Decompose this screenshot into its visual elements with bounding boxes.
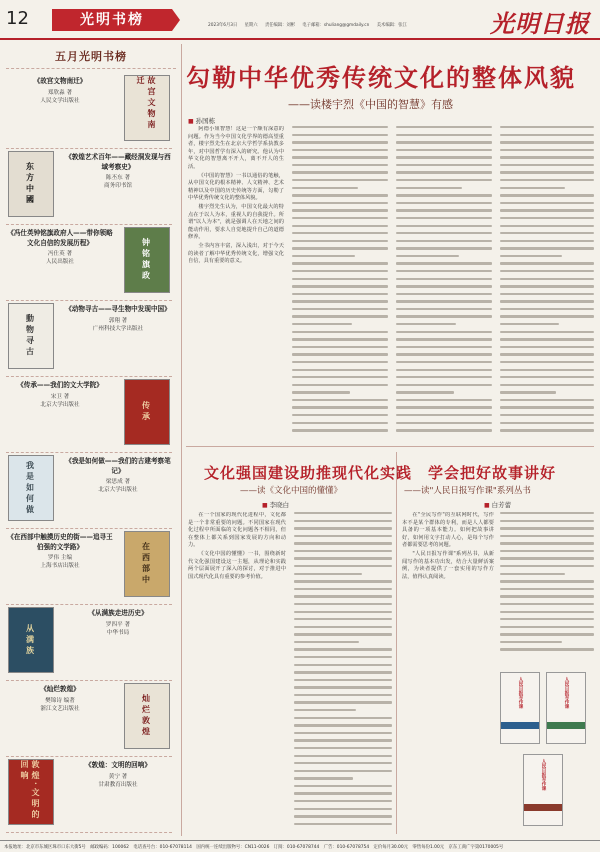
book-author: 黄宁 著 — [108, 773, 128, 780]
article1-author: ■ 孙国栋 — [188, 116, 215, 125]
text-line — [294, 701, 392, 703]
text-line — [396, 202, 492, 204]
text-line — [396, 315, 492, 317]
text-line — [500, 618, 594, 620]
text-line — [294, 679, 392, 681]
text-line — [294, 550, 392, 552]
text-line — [294, 648, 392, 650]
text-line — [396, 126, 492, 128]
book-publisher: 上海书店出版社 — [40, 563, 80, 570]
text-line — [396, 293, 492, 295]
book-author: 冯仕英 著 — [47, 251, 73, 258]
book-cover: 故宫文物南迁 — [124, 75, 170, 141]
text-line — [500, 633, 594, 635]
text-line — [292, 149, 388, 151]
text-line — [500, 595, 594, 597]
text-line — [396, 384, 492, 386]
text-line — [500, 270, 594, 272]
text-line — [500, 429, 594, 431]
page-header — [0, 0, 600, 40]
text-line — [292, 338, 388, 340]
text-line — [396, 369, 492, 371]
text-line — [294, 785, 392, 787]
text-line — [294, 641, 359, 643]
text-line — [500, 550, 594, 552]
text-line — [292, 353, 388, 355]
book-item — [6, 301, 176, 373]
text-line — [294, 747, 392, 749]
text-line — [294, 656, 392, 658]
text-line — [500, 164, 594, 166]
text-line — [294, 595, 392, 597]
text-line — [294, 512, 392, 514]
text-line — [396, 331, 492, 333]
text-line — [500, 156, 594, 158]
section-title: 光明书榜 — [52, 9, 172, 31]
text-line — [500, 285, 594, 287]
text-line — [396, 414, 492, 416]
text-line — [292, 270, 388, 272]
text-line — [294, 724, 392, 726]
text-line — [500, 232, 594, 234]
text-line — [500, 308, 594, 310]
text-line — [396, 171, 492, 173]
article3-subtitle: ——读"人民日报写作课"系列丛书 — [404, 486, 531, 496]
text-line — [292, 414, 388, 416]
book-title: 《我是如何做——我们的古建考察笔记》 — [65, 457, 171, 475]
book-cover: 传承 — [124, 379, 170, 445]
book-author: 罗四平 著 — [105, 621, 131, 628]
text-line — [500, 315, 594, 317]
text-line — [292, 262, 388, 264]
text-line — [500, 209, 594, 211]
text-line — [292, 315, 388, 317]
article2-col2 — [294, 512, 392, 834]
article2-author: ■ 李晓白 — [262, 500, 289, 509]
text-line — [500, 626, 594, 628]
text-line — [294, 709, 356, 711]
text-line — [294, 565, 392, 567]
article3-col1: 在"全民写作"的互联网时代，写作本不是某个群体的专利，而是人人都要具备的一项基本能力。如何把故事讲好，如何用文字打动人心，是每个写作者都需要思考的问题。 "人民日报写作课"系列丛书，从新闻写作的基本功出发，结合大量鲜活案例，为读者提供了一套实用的写作方法，值得认真阅读。 — [402, 512, 494, 580]
text-line — [500, 300, 594, 302]
text-line — [500, 611, 594, 613]
text-line — [500, 141, 594, 143]
text-line — [294, 762, 392, 764]
book-cover: 钟铭旗政 — [124, 227, 170, 293]
text-line — [500, 648, 594, 650]
text-line — [500, 603, 594, 605]
text-line — [396, 141, 492, 143]
text-line — [294, 573, 362, 575]
text-line — [396, 285, 492, 287]
text-line — [292, 141, 388, 143]
text-line — [294, 527, 392, 529]
weekday: 星期六 — [244, 23, 258, 28]
book-author: 梁思成 著 — [105, 479, 131, 486]
text-line — [396, 422, 492, 424]
text-line — [396, 399, 492, 401]
book-title: 《动物寻古——寻生物中发现中国》 — [65, 305, 171, 313]
text-line — [396, 338, 492, 340]
book-publisher: 人民文学出版社 — [40, 97, 80, 104]
text-line — [500, 247, 594, 249]
text-line — [500, 520, 594, 522]
text-line — [396, 300, 492, 302]
text-line — [500, 353, 594, 355]
text-line — [294, 800, 392, 802]
text-line — [292, 308, 388, 310]
book-publisher: 中华书局 — [106, 629, 130, 636]
book-title: 《敦煌：文明的回响》 — [85, 761, 151, 769]
text-line — [292, 179, 388, 181]
text-line — [396, 270, 492, 272]
text-line — [294, 542, 392, 544]
text-line — [500, 422, 594, 424]
text-line — [500, 255, 562, 257]
text-line — [294, 671, 392, 673]
text-line — [500, 149, 594, 151]
text-line — [292, 134, 388, 136]
text-line — [396, 240, 492, 242]
text-line — [292, 171, 388, 173]
text-line — [500, 542, 594, 544]
article1-title: 勾勒中华优秀传统文化的整体风貌 — [186, 63, 576, 92]
text-line — [294, 694, 392, 696]
page-footer: 本报地址：北京市东城区珠市口东大街5号 邮政编码：100062 电话查号台：010-67078114 国内统一连续出版物号：CN11-0026 订阅：010-67078744 广告：010-67078754 定价每月30.00元 零售每份1.00元 京东工商广字第0170005号 — [0, 840, 600, 852]
text-line — [292, 361, 388, 363]
text-line — [292, 399, 388, 401]
book-cover: 我是如何做 — [8, 455, 54, 521]
text-line — [396, 134, 492, 136]
text-line — [292, 391, 350, 393]
text-line — [500, 323, 559, 325]
text-line — [292, 217, 388, 219]
article1-col1: 阿德小姐智慧！这是一个颇有深意的问题。作为当今中国文化学界的德高望重者，楼宇烈先生在北京大学哲学系执教多年，对中国哲学有深入的研究。他认为中华文化的智慧离不开人，离不开人的生活。 《中国的智慧》一书以通俗的笔触，从中国文化的根本精神、人文精神、艺术精神以及中国的历史传统等方面，勾勒了中华优秀传统文化的整体风貌。 楼宇烈先生认为，中国文化最大的特点在于以人为本，重视人的自我提升。所谓"以人为本"，就是强调人在天地之间的能动作用，要求人自觉地提升自己的道德修养。 全书内容丰富，深入浅出，对于今天的读者了解中华优秀传统文化，增强文化自信，具有重要的意义。 — [188, 126, 284, 265]
text-line — [500, 179, 594, 181]
text-line — [292, 285, 388, 287]
text-line — [292, 384, 388, 386]
book-item — [6, 377, 176, 449]
text-line — [294, 618, 392, 620]
text-line — [396, 262, 492, 264]
text-line — [294, 664, 392, 666]
book-cover-mini: 人民日报写作课 — [546, 672, 586, 744]
text-line — [500, 414, 594, 416]
article1-col3 — [396, 126, 492, 438]
text-line — [396, 149, 492, 151]
text-line — [396, 278, 492, 280]
book-cover: 在西部中 — [124, 531, 170, 597]
text-line — [294, 603, 392, 605]
text-line — [292, 422, 388, 424]
book-author: 宋卫 著 — [50, 393, 70, 400]
text-line — [500, 293, 594, 295]
text-line — [500, 134, 594, 136]
text-line — [500, 573, 565, 575]
book-publisher: 北京大学出版社 — [98, 487, 138, 494]
text-line — [500, 535, 594, 537]
book-item — [6, 529, 176, 601]
text-line — [294, 823, 392, 825]
text-line — [500, 331, 594, 333]
text-line — [292, 232, 388, 234]
article3-title: 学会把好故事讲好 — [428, 464, 557, 482]
book-publisher: 商务印书馆 — [104, 183, 132, 190]
text-line — [500, 399, 594, 401]
text-line — [292, 323, 352, 325]
text-line — [500, 384, 594, 386]
text-line — [396, 376, 492, 378]
book-cover: 動物寻古 — [8, 303, 54, 369]
book-publisher: 北京大学出版社 — [40, 401, 80, 408]
page-number: 12 — [6, 8, 29, 29]
text-line — [292, 247, 388, 249]
text-line — [396, 187, 462, 189]
header-info — [208, 22, 413, 28]
article2-title: 文化强国建设助推现代化实践 — [204, 464, 413, 482]
text-line — [500, 512, 594, 514]
art-editor: 美术编辑：张江 — [376, 23, 407, 28]
book-item — [6, 225, 176, 297]
text-line — [500, 406, 594, 408]
text-line — [294, 755, 392, 757]
text-line — [396, 247, 492, 249]
text-line — [396, 308, 492, 310]
book-item — [6, 681, 176, 753]
text-line — [396, 323, 456, 325]
text-line — [396, 391, 454, 393]
text-line — [500, 338, 594, 340]
text-line — [500, 262, 594, 264]
book-item — [6, 605, 176, 677]
text-line — [294, 535, 392, 537]
book-author: 陈丕东 著 — [105, 175, 131, 182]
book-author: 樊锦诗 编著 — [45, 697, 75, 704]
book-title: 《冯仕英钟铭旗政府人——带你领略文化自信的发展历程》 — [7, 229, 113, 247]
book-item — [6, 149, 176, 221]
text-line — [500, 641, 562, 643]
text-line — [292, 346, 388, 348]
text-line — [294, 770, 392, 772]
text-line — [294, 557, 392, 559]
text-line — [396, 179, 492, 181]
issue-date: 2023年6月3日 — [208, 23, 238, 28]
text-line — [292, 429, 388, 431]
book-title: 《故宫文物南迁》 — [33, 77, 87, 85]
book-author: 郑欣淼 著 — [47, 89, 73, 96]
text-line — [292, 194, 388, 196]
text-line — [396, 361, 492, 363]
book-publisher: 浙江文艺出版社 — [40, 705, 80, 712]
text-line — [294, 633, 392, 635]
text-line — [292, 278, 388, 280]
text-line — [396, 353, 492, 355]
text-line — [294, 815, 392, 817]
text-line — [294, 611, 392, 613]
text-line — [292, 300, 388, 302]
text-line — [396, 255, 459, 257]
text-line — [500, 171, 594, 173]
text-line — [500, 557, 594, 559]
book-ranking — [6, 44, 176, 836]
text-line — [500, 225, 594, 227]
text-line — [294, 580, 392, 582]
book-title: 《灿烂敦煌》 — [40, 685, 80, 693]
text-line — [294, 520, 392, 522]
text-line — [500, 194, 594, 196]
book-title: 《传承——我们的文大学院》 — [17, 381, 103, 389]
book-title: 《在西部中触摸历史的街——追寻王伯强的文学路》 — [7, 533, 113, 551]
text-line — [292, 225, 388, 227]
text-line — [294, 777, 353, 779]
text-line — [292, 187, 358, 189]
newspaper-logo: 光明日报 — [490, 9, 590, 38]
text-line — [500, 346, 594, 348]
text-line — [396, 225, 492, 227]
text-line — [500, 565, 594, 567]
editor: 责任编辑：刘彬 — [264, 23, 296, 28]
text-line — [292, 164, 388, 166]
text-line — [292, 369, 388, 371]
text-line — [500, 580, 594, 582]
text-line — [294, 588, 392, 590]
text-line — [294, 739, 392, 741]
book-cover-mini: 人民日报写作课 — [500, 672, 540, 744]
column-divider — [396, 452, 397, 834]
text-line — [292, 293, 388, 295]
text-line — [500, 527, 594, 529]
article1-col4 — [500, 126, 594, 438]
text-line — [294, 732, 392, 734]
text-line — [292, 202, 388, 204]
section-divider — [186, 446, 594, 447]
ranking-title: 五月光明书榜 — [6, 44, 176, 69]
text-line — [500, 202, 594, 204]
text-line — [500, 126, 594, 128]
book-publisher: 广州科技大学出版社 — [92, 325, 144, 332]
email: 电子邮箱：shuliang@gmdaily.cn — [302, 23, 370, 28]
book-author: 郭翔 著 — [108, 317, 128, 324]
book-cover: 灿烂敦煌 — [124, 683, 170, 749]
article2-col1: 在一个国家的现代化进程中，文化都是一个非常重要的问题。不同国家在现代化过程中所面临的文化问题各不相同，但在整体上都关系到国家发展的方向和动力。 《文化中国的懂懂》一书，围绕新时代文化强国建设这一主题，从理论和实践两个层面展开了深入的探讨，对于推进中国式现代化具有重要的参考价值。 — [188, 512, 286, 580]
article2-subtitle: ——读《文化中国的懂懂》 — [240, 486, 343, 496]
text-line — [294, 626, 392, 628]
text-line — [396, 194, 492, 196]
text-line — [500, 588, 594, 590]
book-publisher: 人民出版社 — [46, 259, 74, 266]
text-line — [396, 217, 492, 219]
text-line — [396, 209, 492, 211]
text-line — [500, 240, 594, 242]
text-line — [292, 255, 355, 257]
article1-subtitle: ——读楼宇烈《中国的智慧》有感 — [288, 98, 453, 111]
text-line — [292, 156, 388, 158]
text-line — [292, 376, 388, 378]
text-line — [294, 792, 392, 794]
text-line — [292, 126, 388, 128]
text-line — [294, 808, 392, 810]
article3-col2 — [500, 512, 594, 662]
book-cover: 东方中國 — [8, 151, 54, 217]
book-cover-mini: 人民日报写作课 — [523, 754, 563, 826]
book-publisher: 甘肃教育出版社 — [98, 781, 138, 788]
text-line — [396, 346, 492, 348]
text-line — [294, 717, 392, 719]
text-line — [500, 376, 594, 378]
book-item — [6, 73, 176, 145]
book-title: 《敦煌艺术百年——藏经洞发现与西域考察史》 — [65, 153, 171, 171]
book-cover: 敦煌·文明的回响 — [8, 759, 54, 825]
text-line — [500, 391, 556, 393]
book-cover: 从满族 — [8, 607, 54, 673]
book-title: 《从满族走进历史》 — [88, 609, 148, 617]
text-line — [500, 217, 594, 219]
text-line — [396, 429, 492, 431]
article1-col2 — [292, 126, 388, 438]
article3-author: ■ 白芳蕾 — [484, 500, 511, 509]
text-line — [292, 240, 388, 242]
text-line — [396, 164, 492, 166]
text-line — [500, 278, 594, 280]
text-line — [292, 209, 388, 211]
text-line — [396, 156, 492, 158]
book-item — [6, 757, 176, 829]
text-line — [500, 369, 594, 371]
text-line — [396, 232, 492, 234]
text-line — [396, 406, 492, 408]
text-line — [294, 686, 392, 688]
text-line — [292, 406, 388, 408]
book-item — [6, 453, 176, 525]
text-line — [292, 331, 388, 333]
text-line — [500, 187, 565, 189]
book-author: 罗伟 主编 — [47, 555, 73, 562]
text-line — [500, 361, 594, 363]
